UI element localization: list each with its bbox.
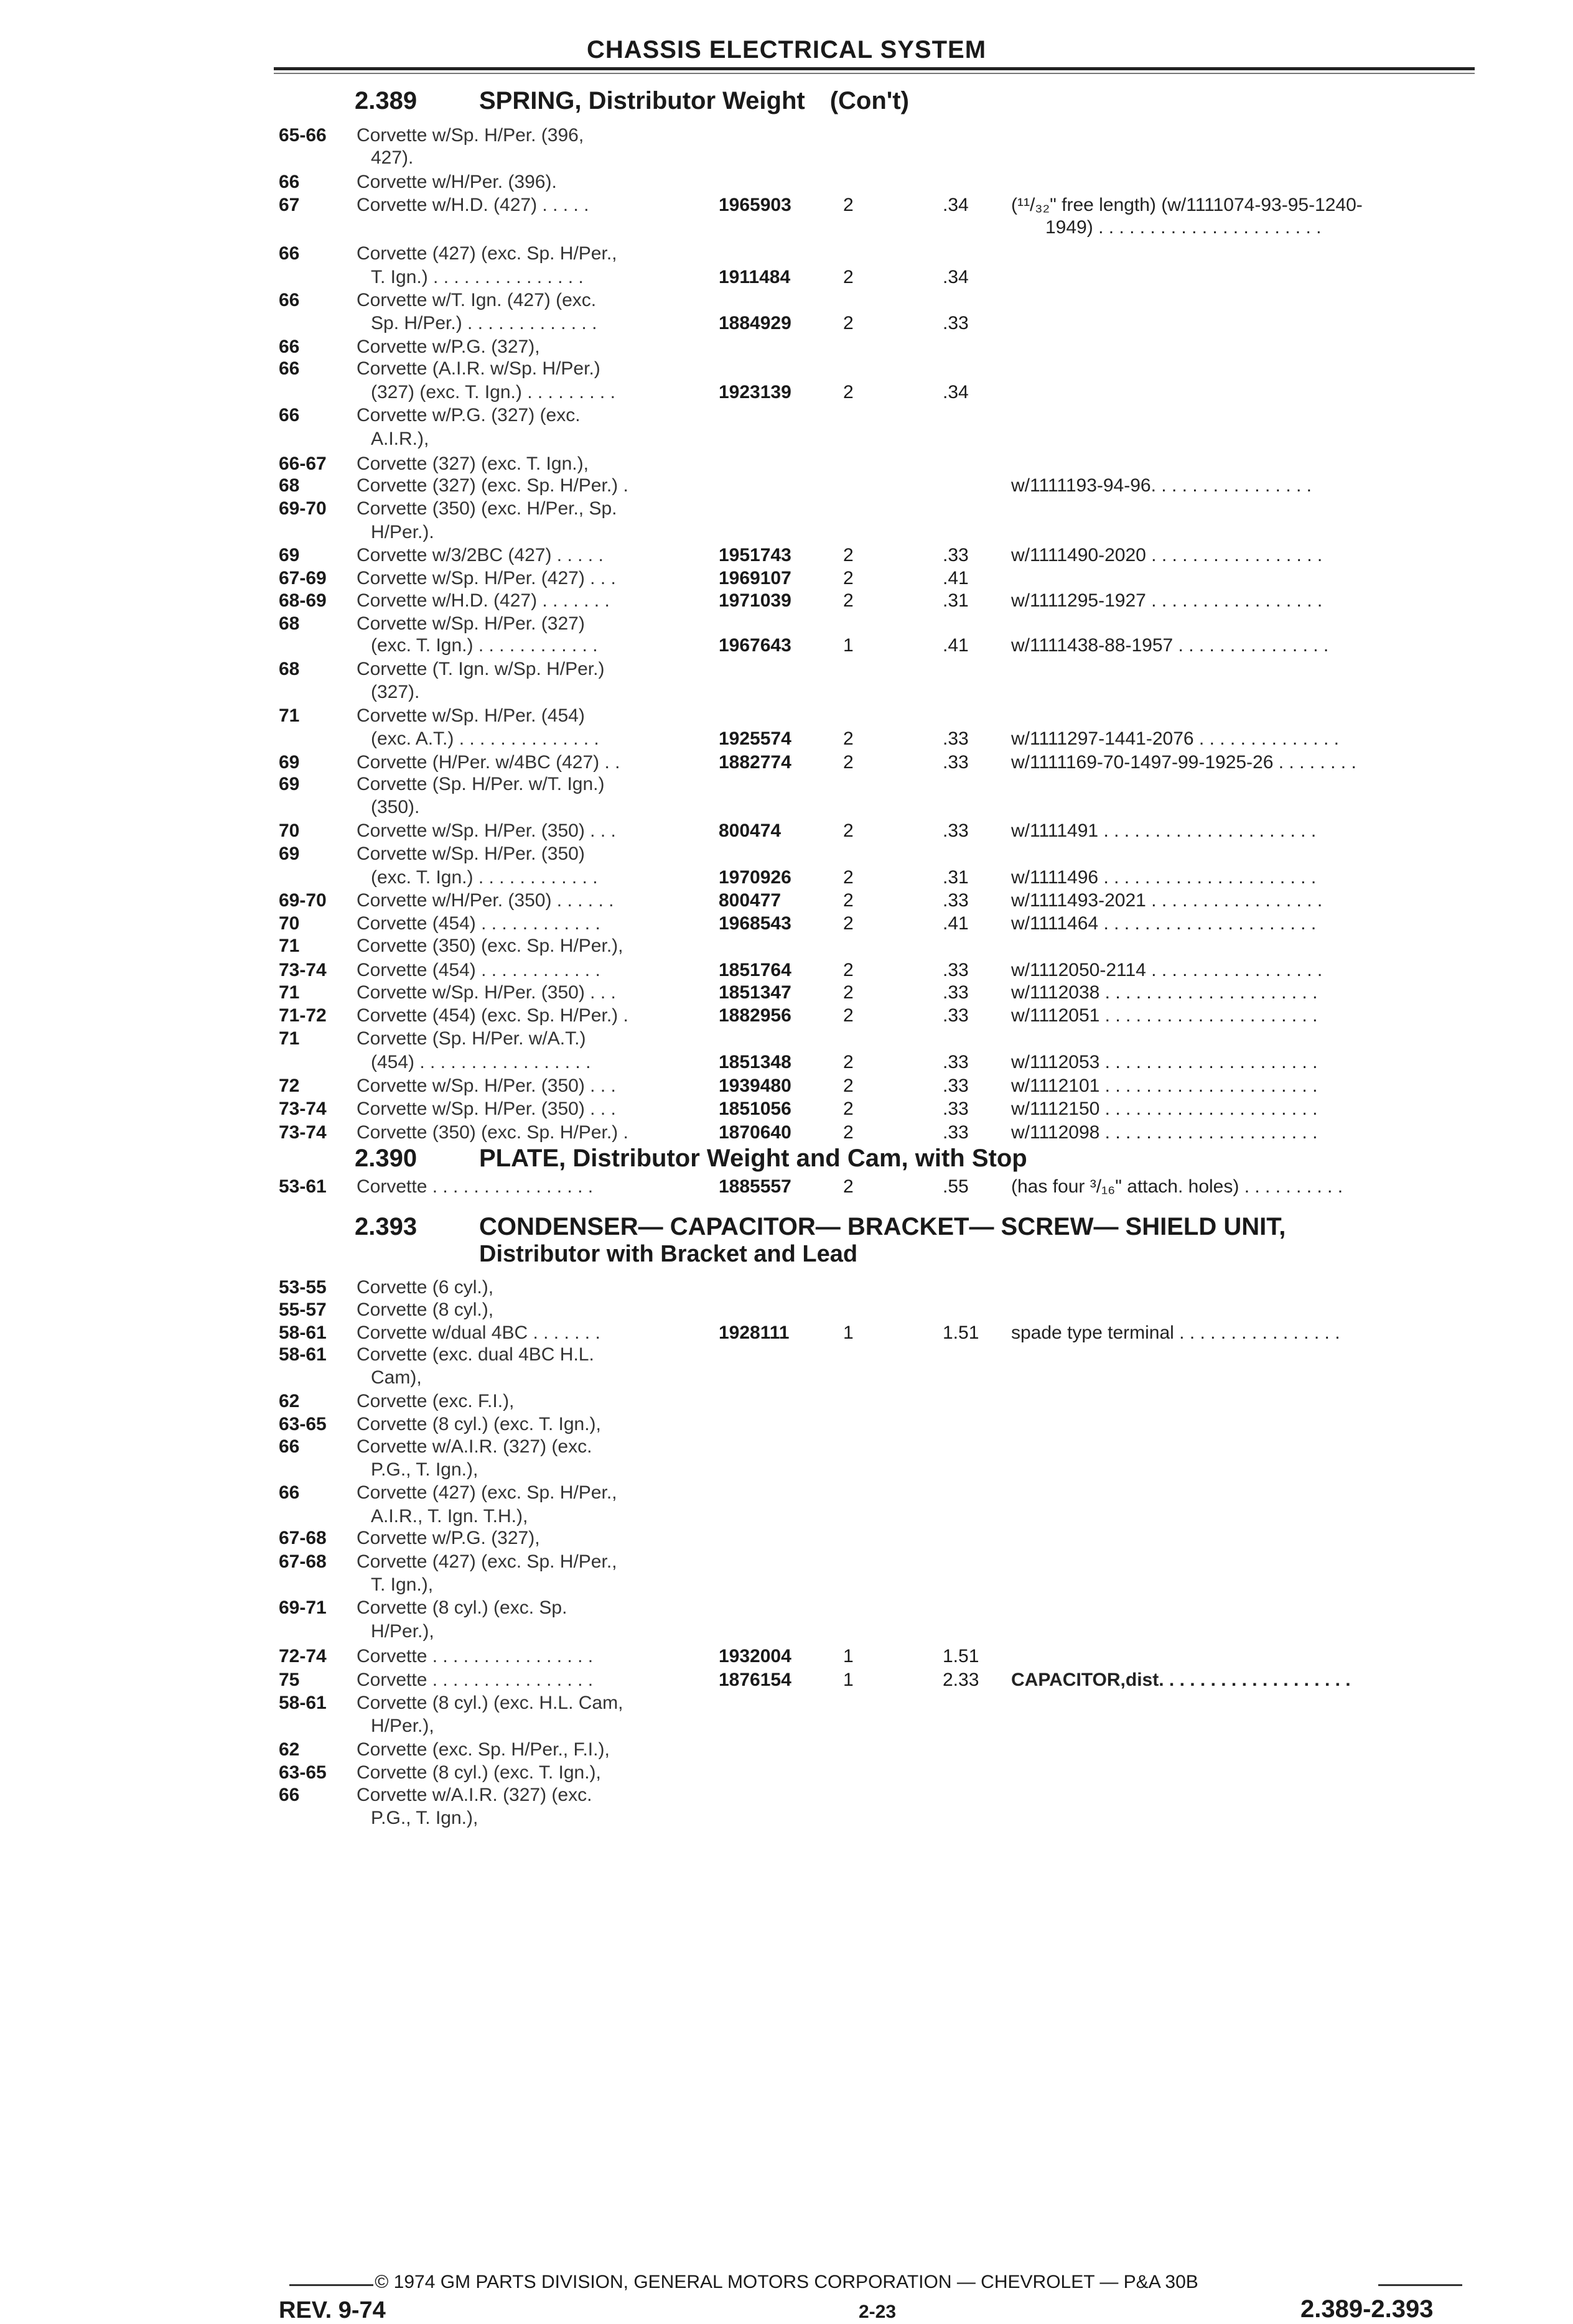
section-number: 2.393 bbox=[355, 1213, 418, 1240]
vehicle-description: P.G., T. Ign.), bbox=[371, 1808, 478, 1828]
vehicle-description: T. Ign.) . . . . . . . . . . . . . . . bbox=[371, 267, 584, 287]
part-number: 1851764 bbox=[719, 960, 791, 980]
vehicle-description: Corvette (exc. dual 4BC H.L. bbox=[357, 1344, 594, 1365]
usage-note: w/1112051 . . . . . . . . . . . . . . . . . . . . . bbox=[1011, 1005, 1318, 1026]
quantity: 2 bbox=[843, 867, 854, 888]
vehicle-description: Corvette w/Sp. H/Per. (427) . . . bbox=[357, 568, 616, 588]
vehicle-description: Corvette w/dual 4BC . . . . . . . bbox=[357, 1322, 600, 1343]
model-years: 65-66 bbox=[279, 125, 327, 146]
model-years: 73-74 bbox=[279, 1122, 327, 1143]
part-number: 1965903 bbox=[719, 195, 791, 215]
model-years: 67 bbox=[279, 195, 300, 215]
usage-note: w/1112150 . . . . . . . . . . . . . . . . . . . . . bbox=[1011, 1099, 1318, 1119]
usage-note: w/1112050-2114 . . . . . . . . . . . . . . . . . bbox=[1011, 960, 1323, 980]
vehicle-description: Corvette w/A.I.R. (327) (exc. bbox=[357, 1436, 592, 1457]
vehicle-description: Corvette (8 cyl.) (exc. Sp. bbox=[357, 1597, 567, 1618]
vehicle-description: Corvette . . . . . . . . . . . . . . . . bbox=[357, 1670, 594, 1690]
footer-revision: REV. 9-74 bbox=[279, 2297, 386, 2323]
quantity: 2 bbox=[843, 1076, 854, 1096]
model-years: 71 bbox=[279, 705, 300, 726]
quantity: 2 bbox=[843, 545, 854, 565]
vehicle-description: Corvette w/T. Ign. (427) (exc. bbox=[357, 290, 597, 310]
quantity: 2 bbox=[843, 313, 854, 333]
page-title: CHASSIS ELECTRICAL SYSTEM bbox=[586, 36, 987, 63]
section-2390-heading bbox=[355, 1145, 1027, 1173]
model-years: 73-74 bbox=[279, 960, 327, 980]
model-years: 63-65 bbox=[279, 1762, 327, 1783]
price: .41 bbox=[943, 635, 969, 656]
vehicle-description: Corvette w/H.D. (427) . . . . . . . bbox=[357, 590, 610, 611]
vehicle-description: Corvette (454) . . . . . . . . . . . . bbox=[357, 960, 600, 980]
model-years: 53-61 bbox=[279, 1176, 327, 1197]
price: .34 bbox=[943, 382, 969, 402]
model-years: 63-65 bbox=[279, 1414, 327, 1434]
quantity: 1 bbox=[843, 1322, 854, 1343]
vehicle-description: Corvette (exc. Sp. H/Per., F.I.), bbox=[357, 1739, 610, 1760]
price: .41 bbox=[943, 568, 969, 588]
price: .33 bbox=[943, 890, 969, 911]
part-number: 1951743 bbox=[719, 545, 791, 565]
model-years: 66-67 bbox=[279, 453, 327, 474]
usage-note: w/1111493-2021 . . . . . . . . . . . . . . . . . bbox=[1011, 890, 1323, 911]
quantity: 2 bbox=[843, 728, 854, 749]
vehicle-description: Corvette (427) (exc. Sp. H/Per., bbox=[357, 1482, 617, 1503]
model-years: 66 bbox=[279, 243, 300, 264]
model-years: 68 bbox=[279, 475, 300, 496]
vehicle-description: Corvette (8 cyl.) (exc. T. Ign.), bbox=[357, 1762, 601, 1783]
vehicle-description: Corvette (8 cyl.) (exc. T. Ign.), bbox=[357, 1414, 601, 1434]
price: .31 bbox=[943, 867, 969, 888]
vehicle-description: 427). bbox=[371, 147, 414, 168]
part-number: 1851347 bbox=[719, 982, 791, 1003]
vehicle-description: Corvette w/Sp. H/Per. (350) . . . bbox=[357, 1099, 616, 1119]
part-number: 1851348 bbox=[719, 1052, 791, 1072]
model-years: 66 bbox=[279, 405, 300, 425]
section-number: 2.390 bbox=[355, 1145, 418, 1172]
vehicle-description: T. Ign.), bbox=[371, 1574, 434, 1595]
model-years: 66 bbox=[279, 290, 300, 310]
vehicle-description: Corvette (350) (exc. H/Per., Sp. bbox=[357, 498, 617, 519]
vehicle-description: P.G., T. Ign.), bbox=[371, 1459, 478, 1480]
vehicle-description: (350). bbox=[371, 797, 420, 817]
vehicle-description: Corvette (A.I.R. w/Sp. H/Per.) bbox=[357, 358, 600, 379]
price: .33 bbox=[943, 1122, 969, 1143]
section-subtitle: Distributor with Bracket and Lead bbox=[479, 1241, 858, 1267]
header-rule-thin bbox=[274, 73, 1475, 74]
vehicle-description: Corvette w/Sp. H/Per. (350) . . . bbox=[357, 1076, 616, 1096]
vehicle-description: Cam), bbox=[371, 1367, 422, 1388]
price: .34 bbox=[943, 267, 969, 287]
price: .41 bbox=[943, 913, 969, 934]
price: .33 bbox=[943, 1052, 969, 1072]
vehicle-description: Corvette w/P.G. (327), bbox=[357, 337, 540, 357]
model-years: 67-68 bbox=[279, 1528, 327, 1548]
usage-note: w/1111491 . . . . . . . . . . . . . . . . . . . . . bbox=[1011, 820, 1317, 841]
model-years: 66 bbox=[279, 1482, 300, 1503]
model-years: 68 bbox=[279, 613, 300, 634]
usage-note: w/1111295-1927 . . . . . . . . . . . . . . . . . bbox=[1011, 590, 1323, 611]
usage-note: w/1112098 . . . . . . . . . . . . . . . . . . . . . bbox=[1011, 1122, 1318, 1143]
header-rule bbox=[274, 67, 1475, 70]
model-years: 71 bbox=[279, 1028, 300, 1049]
model-years: 69 bbox=[279, 844, 300, 864]
quantity: 2 bbox=[843, 1176, 854, 1197]
quantity: 1 bbox=[843, 635, 854, 656]
footer-section-range: 2.389-2.393 bbox=[1300, 2295, 1434, 2323]
part-number: 800474 bbox=[719, 820, 782, 841]
part-number: 1932004 bbox=[719, 1646, 791, 1666]
quantity: 2 bbox=[843, 820, 854, 841]
model-years: 69 bbox=[279, 752, 300, 773]
section-title: PLATE, Distributor Weight and Cam, with Stop bbox=[479, 1145, 1027, 1172]
quantity: 2 bbox=[843, 1099, 854, 1119]
vehicle-description: Corvette w/Sp. H/Per. (350) . . . bbox=[357, 982, 616, 1003]
model-years: 66 bbox=[279, 358, 300, 379]
price: .33 bbox=[943, 313, 969, 333]
price: .33 bbox=[943, 982, 969, 1003]
vehicle-description: Corvette (exc. F.I.), bbox=[357, 1391, 515, 1411]
vehicle-description: Corvette (8 cyl.) (exc. H.L. Cam, bbox=[357, 1693, 623, 1713]
model-years: 69-71 bbox=[279, 1597, 327, 1618]
quantity: 2 bbox=[843, 982, 854, 1003]
vehicle-description: Corvette w/H/Per. (350) . . . . . . bbox=[357, 890, 614, 911]
vehicle-description: (exc. T. Ign.) . . . . . . . . . . . . bbox=[371, 635, 598, 656]
price: 1.51 bbox=[943, 1322, 979, 1343]
vehicle-description: H/Per.), bbox=[371, 1621, 434, 1642]
model-years: 67-68 bbox=[279, 1551, 327, 1572]
vehicle-description: Corvette w/3/2BC (427) . . . . . bbox=[357, 545, 604, 565]
model-years: 75 bbox=[279, 1670, 300, 1690]
section-number: 2.389 bbox=[355, 87, 418, 114]
part-number: 1939480 bbox=[719, 1076, 791, 1096]
section-continued: (Con't) bbox=[829, 87, 909, 114]
quantity: 2 bbox=[843, 590, 854, 611]
usage-note: w/1111297-1441-2076 . . . . . . . . . . . . . . bbox=[1011, 728, 1339, 749]
vehicle-description: Corvette (H/Per. w/4BC (427) . . bbox=[357, 752, 620, 773]
vehicle-description: Corvette (350) (exc. Sp. H/Per.), bbox=[357, 936, 623, 956]
part-number: 1885557 bbox=[719, 1176, 791, 1197]
model-years: 58-61 bbox=[279, 1344, 327, 1365]
vehicle-description: H/Per.). bbox=[371, 522, 434, 542]
model-years: 70 bbox=[279, 820, 300, 841]
part-number: 1911484 bbox=[719, 267, 791, 287]
part-number: 1884929 bbox=[719, 313, 791, 333]
model-years: 69 bbox=[279, 774, 300, 794]
part-number: 1925574 bbox=[719, 728, 791, 749]
vehicle-description: Corvette (454) . . . . . . . . . . . . bbox=[357, 913, 600, 934]
model-years: 66 bbox=[279, 1785, 300, 1805]
price: .33 bbox=[943, 545, 969, 565]
usage-note: w/1111193-94-96. . . . . . . . . . . . . . . . bbox=[1011, 475, 1312, 496]
usage-note: w/1112101 . . . . . . . . . . . . . . . . . . . . . bbox=[1011, 1076, 1318, 1096]
quantity: 2 bbox=[843, 1122, 854, 1143]
model-years: 69-70 bbox=[279, 890, 327, 911]
vehicle-description: Corvette w/P.G. (327) (exc. bbox=[357, 405, 581, 425]
vehicle-description: Corvette w/H/Per. (396). bbox=[357, 172, 557, 192]
quantity: 2 bbox=[843, 267, 854, 287]
quantity: 1 bbox=[843, 1646, 854, 1666]
model-years: 62 bbox=[279, 1739, 300, 1760]
model-years: 71 bbox=[279, 936, 300, 956]
vehicle-description: Sp. H/Per.) . . . . . . . . . . . . . bbox=[371, 313, 597, 333]
quantity: 2 bbox=[843, 1005, 854, 1026]
usage-note: w/1111464 . . . . . . . . . . . . . . . . . . . . . bbox=[1011, 913, 1317, 934]
usage-note: w/1111169-70-1497-99-1925-26 . . . . . . . . bbox=[1011, 752, 1356, 773]
model-years: 67-69 bbox=[279, 568, 327, 588]
price: .33 bbox=[943, 752, 969, 773]
section-2393-heading bbox=[355, 1213, 1286, 1267]
part-number: 1968543 bbox=[719, 913, 791, 934]
price: .33 bbox=[943, 960, 969, 980]
section-title: SPRING, Distributor Weight bbox=[479, 87, 805, 114]
section-2389-heading bbox=[355, 87, 909, 115]
quantity: 2 bbox=[843, 568, 854, 588]
vehicle-description: A.I.R., T. Ign. T.H.), bbox=[371, 1506, 528, 1527]
vehicle-description: (454) . . . . . . . . . . . . . . . . . bbox=[371, 1052, 591, 1072]
quantity: 1 bbox=[843, 1670, 854, 1690]
part-number: 1971039 bbox=[719, 590, 791, 611]
model-years: 53-55 bbox=[279, 1277, 327, 1298]
quantity: 2 bbox=[843, 1052, 854, 1072]
price: .33 bbox=[943, 728, 969, 749]
model-years: 66 bbox=[279, 1436, 300, 1457]
vehicle-description: Corvette (Sp. H/Per. w/A.T.) bbox=[357, 1028, 586, 1049]
quantity: 2 bbox=[843, 960, 854, 980]
footer-copyright: © 1974 GM PARTS DIVISION, GENERAL MOTORS CORPORATION — CHEVROLET — P&A 30B bbox=[375, 2272, 1198, 2292]
part-number: 1969107 bbox=[719, 568, 791, 588]
part-number: 1870640 bbox=[719, 1122, 791, 1143]
model-years: 69 bbox=[279, 545, 300, 565]
vehicle-description: Corvette w/H.D. (427) . . . . . bbox=[357, 195, 589, 215]
model-years: 62 bbox=[279, 1391, 300, 1411]
price: .33 bbox=[943, 1005, 969, 1026]
model-years: 73-74 bbox=[279, 1099, 327, 1119]
usage-note: w/1111438-88-1957 . . . . . . . . . . . . . . . bbox=[1011, 635, 1329, 656]
usage-note: CAPACITOR,dist. . . . . . . . . . . . . . . . . . . bbox=[1011, 1670, 1351, 1690]
model-years: 68-69 bbox=[279, 590, 327, 611]
vehicle-description: Corvette w/Sp. H/Per. (454) bbox=[357, 705, 585, 726]
vehicle-description: A.I.R.), bbox=[371, 429, 429, 449]
price: .33 bbox=[943, 820, 969, 841]
usage-note: (¹¹/₃₂" free length) (w/1111074-93-95-1240- bbox=[1011, 195, 1363, 215]
part-number: 1882774 bbox=[719, 752, 791, 773]
vehicle-description: Corvette w/Sp. H/Per. (396, bbox=[357, 125, 584, 146]
model-years: 69-70 bbox=[279, 498, 327, 519]
part-number: 1851056 bbox=[719, 1099, 791, 1119]
section-title: CONDENSER— CAPACITOR— BRACKET— SCREW— SHIELD UNIT, bbox=[479, 1213, 1286, 1240]
model-years: 55-57 bbox=[279, 1299, 327, 1320]
model-years: 58-61 bbox=[279, 1322, 327, 1343]
vehicle-description: (327). bbox=[371, 682, 420, 702]
usage-note: w/1111496 . . . . . . . . . . . . . . . . . . . . . bbox=[1011, 867, 1317, 888]
quantity: 2 bbox=[843, 752, 854, 773]
model-years: 71 bbox=[279, 982, 300, 1003]
part-number: 1970926 bbox=[719, 867, 791, 888]
model-years: 70 bbox=[279, 913, 300, 934]
usage-note: spade type terminal . . . . . . . . . . . . . . . . bbox=[1011, 1322, 1340, 1343]
vehicle-description: Corvette w/Sp. H/Per. (350) . . . bbox=[357, 820, 616, 841]
usage-note: w/1112038 . . . . . . . . . . . . . . . . . . . . . bbox=[1011, 982, 1318, 1003]
part-number: 1882956 bbox=[719, 1005, 791, 1026]
part-number: 1928111 bbox=[719, 1322, 790, 1343]
vehicle-description: Corvette (6 cyl.), bbox=[357, 1277, 494, 1298]
vehicle-description: Corvette (427) (exc. Sp. H/Per., bbox=[357, 243, 617, 264]
vehicle-description: Corvette w/Sp. H/Per. (350) bbox=[357, 844, 585, 864]
model-years: 72 bbox=[279, 1076, 300, 1096]
vehicle-description: Corvette . . . . . . . . . . . . . . . . bbox=[357, 1646, 594, 1666]
usage-note: (has four ³/₁₆" attach. holes) . . . . . . . . . . bbox=[1011, 1176, 1343, 1197]
vehicle-description: Corvette (327) (exc. T. Ign.), bbox=[357, 453, 589, 474]
price: .55 bbox=[943, 1176, 969, 1197]
quantity: 2 bbox=[843, 890, 854, 911]
model-years: 72-74 bbox=[279, 1646, 327, 1666]
part-number: 800477 bbox=[719, 890, 782, 911]
vehicle-description: Corvette w/Sp. H/Per. (327) bbox=[357, 613, 585, 634]
quantity: 2 bbox=[843, 195, 854, 215]
model-years: 68 bbox=[279, 659, 300, 679]
part-number: 1876154 bbox=[719, 1670, 791, 1690]
usage-note: w/1112053 . . . . . . . . . . . . . . . . . . . . . bbox=[1011, 1052, 1318, 1072]
model-years: 58-61 bbox=[279, 1693, 327, 1713]
vehicle-description: Corvette . . . . . . . . . . . . . . . . bbox=[357, 1176, 594, 1197]
model-years: 66 bbox=[279, 337, 300, 357]
vehicle-description: Corvette (454) (exc. Sp. H/Per.) . bbox=[357, 1005, 628, 1026]
price: .33 bbox=[943, 1076, 969, 1096]
vehicle-description: Corvette (8 cyl.), bbox=[357, 1299, 494, 1320]
vehicle-description: (327) (exc. T. Ign.) . . . . . . . . . bbox=[371, 382, 615, 402]
quantity: 2 bbox=[843, 382, 854, 402]
price: .34 bbox=[943, 195, 969, 215]
model-years: 66 bbox=[279, 172, 300, 192]
part-number: 1923139 bbox=[719, 382, 791, 402]
vehicle-description: (exc. T. Ign.) . . . . . . . . . . . . bbox=[371, 867, 598, 888]
footer-page-number: 2-23 bbox=[859, 2302, 897, 2322]
price: 2.33 bbox=[943, 1670, 979, 1690]
vehicle-description: Corvette (T. Ign. w/Sp. H/Per.) bbox=[357, 659, 605, 679]
usage-note: w/1111490-2020 . . . . . . . . . . . . . . . . . bbox=[1011, 545, 1323, 565]
price: .33 bbox=[943, 1099, 969, 1119]
price: 1.51 bbox=[943, 1646, 979, 1666]
vehicle-description: Corvette (350) (exc. Sp. H/Per.) . bbox=[357, 1122, 628, 1143]
usage-note: 1949) . . . . . . . . . . . . . . . . . . . . . . bbox=[1045, 217, 1322, 238]
vehicle-description: Corvette w/A.I.R. (327) (exc. bbox=[357, 1785, 592, 1805]
vehicle-description: Corvette w/P.G. (327), bbox=[357, 1528, 540, 1548]
vehicle-description: Corvette (427) (exc. Sp. H/Per., bbox=[357, 1551, 617, 1572]
vehicle-description: (exc. A.T.) . . . . . . . . . . . . . . bbox=[371, 728, 599, 749]
vehicle-description: Corvette (327) (exc. Sp. H/Per.) . bbox=[357, 475, 628, 496]
quantity: 2 bbox=[843, 913, 854, 934]
vehicle-description: H/Per.), bbox=[371, 1716, 434, 1736]
vehicle-description: Corvette (Sp. H/Per. w/T. Ign.) bbox=[357, 774, 605, 794]
model-years: 71-72 bbox=[279, 1005, 327, 1026]
part-number: 1967643 bbox=[719, 635, 791, 656]
price: .31 bbox=[943, 590, 969, 611]
